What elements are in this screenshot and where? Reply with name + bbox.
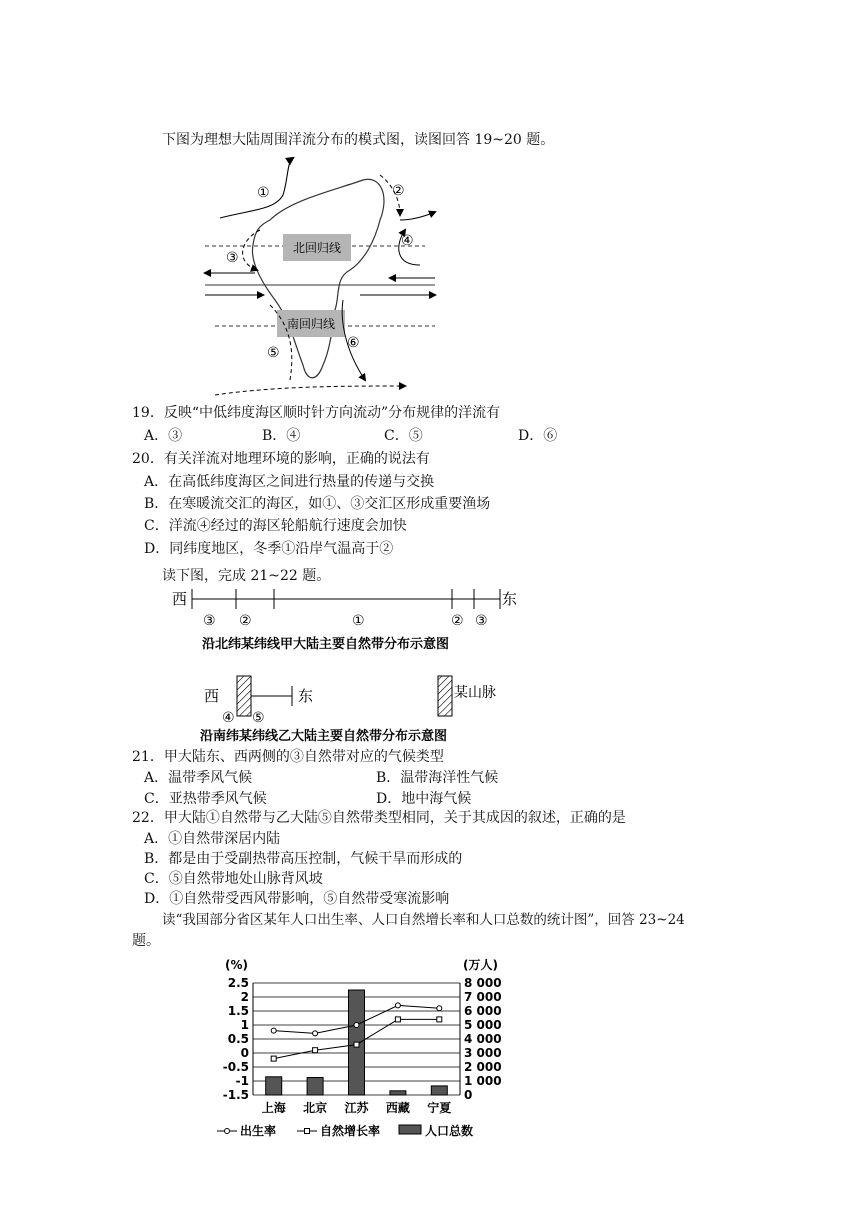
right-tick-label: 5 000	[464, 1018, 502, 1032]
category-label: 北京	[303, 1101, 328, 1115]
left-tick-label: 1.5	[227, 1004, 249, 1018]
d1-caption: 沿北纬某纬线甲大陆主要自然带分布示意图	[202, 637, 450, 652]
current-3-label: ③	[226, 250, 239, 266]
q22-option-b: B．都是由于受副热带高压控制，气候干旱而形成的	[144, 851, 463, 867]
zone-diagram-south	[200, 670, 520, 745]
q19-option-b: B．④	[262, 428, 301, 444]
d2-zone-2: ⑤	[252, 710, 265, 726]
south-tropic-label: 南回归线	[286, 317, 336, 331]
q19-option-c: C．⑤	[384, 428, 423, 444]
q21-option-b: B．温带海洋性气候	[376, 770, 499, 786]
current-5-label: ⑤	[267, 345, 280, 361]
ocean-current-map	[195, 150, 455, 400]
d1-zone-3: ①	[352, 613, 365, 629]
right-unit-label: (万人)	[463, 958, 498, 972]
left-unit-label: (%)	[225, 958, 248, 972]
right-tick-label: 8 000	[464, 976, 502, 990]
population-bar	[266, 1077, 282, 1095]
d2-mountain-label: 某山脉	[454, 685, 496, 701]
right-tick-label: 2 000	[464, 1060, 502, 1074]
category-label: 上海	[261, 1101, 286, 1115]
d1-zone-2: ②	[239, 613, 252, 629]
population-bar	[307, 1078, 323, 1096]
q20-option-b: B．在寒暖流交汇的海区，如①、③交汇区形成重要渔场	[144, 496, 491, 512]
growth-rate-point	[354, 1042, 359, 1047]
d1-east: 东	[502, 590, 518, 608]
q20-option-a: A．在高低纬度海区之间进行热量的传递与交换	[144, 474, 435, 490]
right-tick-label: 0	[464, 1088, 473, 1102]
right-tick-label: 1 000	[464, 1074, 502, 1088]
birth-rate-point	[354, 1023, 359, 1028]
q20-stem: 20．有关洋流对地理环境的影响，正确的说法有	[132, 451, 430, 467]
legend-population: 人口总数	[425, 1124, 474, 1138]
q22-option-d: D．①自然带受西风带影响，⑤自然带受寒流影响	[144, 891, 450, 907]
left-tick-label: -0.5	[222, 1060, 249, 1074]
q21-option-c: C．亚热带季风气候	[144, 791, 267, 807]
d2-mountain-west	[237, 676, 251, 716]
population-bar	[431, 1086, 447, 1095]
birth-rate-point	[395, 1003, 400, 1008]
left-tick-label: 0	[240, 1046, 249, 1060]
current-4-label: ④	[401, 233, 414, 249]
d1-west: 西	[172, 590, 188, 608]
zone-diagram-north	[170, 585, 530, 655]
intro-21-22: 读下图，完成 21~22 题。	[162, 568, 331, 584]
d2-caption: 沿南纬某纬线乙大陆主要自然带分布示意图	[200, 729, 448, 744]
intro-23-24-line1: 读“我国部分省区某年人口出生率、人口自然增长率和人口总数的统计图”，回答 23~24	[162, 912, 685, 928]
growth-rate-point	[395, 1017, 400, 1022]
d2-west: 西	[204, 687, 220, 705]
left-tick-label: 1	[240, 1018, 249, 1032]
right-tick-label: 7 000	[464, 990, 502, 1004]
category-label: 江苏	[344, 1101, 369, 1115]
q22-stem: 22．甲大陆①自然带与乙大陆⑤自然带类型相同，关于其成因的叙述，正确的是	[132, 810, 626, 826]
d2-zone-1: ④	[222, 710, 235, 726]
legend-growth-rate: 自然增长率	[320, 1124, 381, 1138]
d2-east: 东	[298, 687, 314, 705]
legend-birth-rate: 出生率	[240, 1124, 277, 1138]
q22-option-a: A．①自然带深居内陆	[144, 831, 281, 847]
q19-option-d: D．⑥	[518, 428, 558, 444]
left-tick-label: 2.5	[227, 976, 249, 990]
q21-stem: 21．甲大陆东、西两侧的③自然带对应的气候类型	[132, 749, 444, 765]
q20-option-d: D．同纬度地区，冬季①沿岸气温高于②	[144, 541, 394, 557]
north-tropic-label: 北回归线	[292, 241, 342, 255]
d1-zone-1: ③	[203, 613, 216, 629]
birth-rate-point	[437, 1006, 442, 1011]
q21-option-d: D．地中海气候	[376, 791, 472, 807]
d1-zone-4: ②	[451, 613, 464, 629]
birth-rate-point	[313, 1031, 318, 1036]
d1-zone-5: ③	[475, 613, 488, 629]
growth-rate-point	[271, 1056, 276, 1061]
right-tick-label: 6 000	[464, 1004, 502, 1018]
legend-marker-population	[399, 1125, 421, 1134]
q19-option-a: A．③	[144, 428, 183, 444]
left-tick-label: 2	[240, 990, 249, 1004]
growth-rate-point	[437, 1017, 442, 1022]
category-label: 宁夏	[427, 1101, 452, 1115]
q20-option-c: C．洋流④经过的海区轮船航行速度会加快	[144, 518, 407, 534]
growth-rate-point	[313, 1048, 318, 1053]
intro-23-24-line2: 题。	[132, 933, 160, 949]
intro-19-20: 下图为理想大陆周围洋流分布的模式图，读图回答 19~20 题。	[162, 132, 555, 148]
current-1-label: ①	[257, 185, 270, 201]
q19-stem: 19．反映“中低纬度海区顺时针方向流动”分布规律的洋流有	[132, 405, 501, 421]
legend-marker-birth	[225, 1129, 230, 1134]
population-bar	[390, 1091, 406, 1095]
d2-mountain-right	[438, 676, 452, 716]
q21-option-a: A．温带季风气候	[144, 770, 253, 786]
category-label: 西藏	[385, 1101, 410, 1115]
current-2-label: ②	[392, 183, 405, 199]
left-tick-label: 0.5	[227, 1032, 249, 1046]
left-tick-label: -1.5	[222, 1088, 249, 1102]
population-chart	[215, 955, 535, 1150]
current-6-label: ⑥	[347, 335, 360, 351]
left-tick-label: -1	[235, 1074, 249, 1088]
q22-option-c: C．⑤自然带地处山脉背风坡	[144, 871, 323, 887]
right-tick-label: 3 000	[464, 1046, 502, 1060]
right-tick-label: 4 000	[464, 1032, 502, 1046]
birth-rate-point	[271, 1028, 276, 1033]
legend-marker-growth	[305, 1129, 310, 1134]
